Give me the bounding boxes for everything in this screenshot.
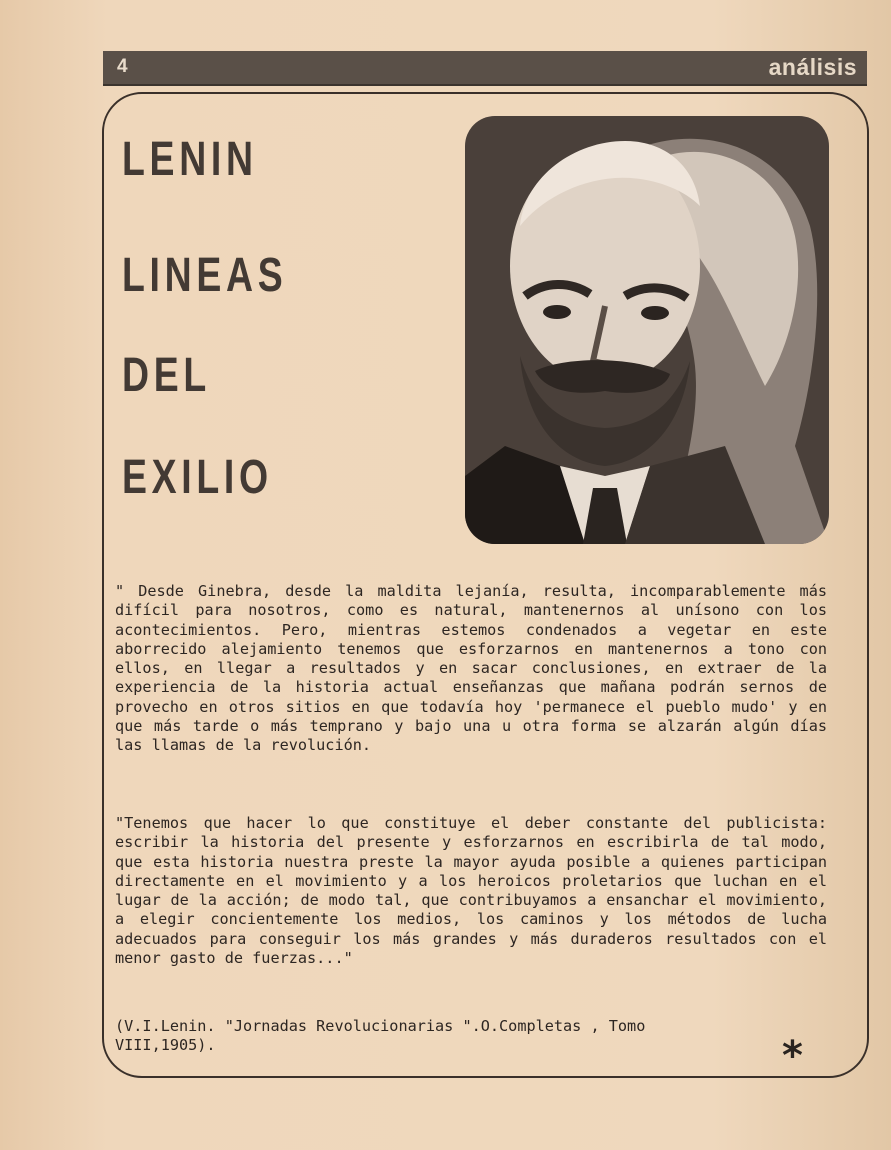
page-header [103,51,867,86]
publication-name: análisis [768,54,857,80]
title-line-4: EXILIO [122,451,273,504]
end-mark: * [782,1033,803,1079]
title-line-3: DEL [122,349,211,402]
page-number: 4 [117,56,128,77]
title-line-1: LENIN [122,133,258,186]
quote-paragraph-1: " Desde Ginebra, desde la maldita lejanía, resulta, incomparablemente más difícil para nosotros, como es natural, mantenernos al unísono con los acontecimientos. Pero, mientras estemos condenados a vegetar en este aborrecido alejamiento tenemos que esforzarnos en mantenernos a tono con ellos, en llegar a resultados y en sacar conclusiones, en extraer de la experiencia de la historia actual enseñanzas que mañana podrán sernos de provecho en otros sitios en que todavía hoy 'permanece el pueblo mudo' y en que más tarde o más temprano y bajo una u otra forma se alzarán algún días las llamas de la revolución. [115,582,827,755]
citation: (V.I.Lenin. "Jornadas Revolucionarias ".O.Completas , Tomo VIII,1905). [115,1017,646,1055]
title-line-2: LINEAS [122,249,288,302]
quote-paragraph-2: "Tenemos que hacer lo que constituye el deber constante del publicista: escribir la historia del presente y esforzarnos en escribirla de tal modo, que esta historia nuestra preste la mayor ayuda posible a quienes participan directamente en el movimiento y a los heroicos proletarios que luchan en el lugar de la acción; de modo tal, que contribuyamos a ensanchar el movimiento, a elegir concientemente los medios, los caminos y los métodos de lucha adecuados para conseguir los más grandes y más duraderos resultados con el menor gasto de fuerzas..." [115,814,827,968]
lenin-portrait-icon [465,116,829,544]
